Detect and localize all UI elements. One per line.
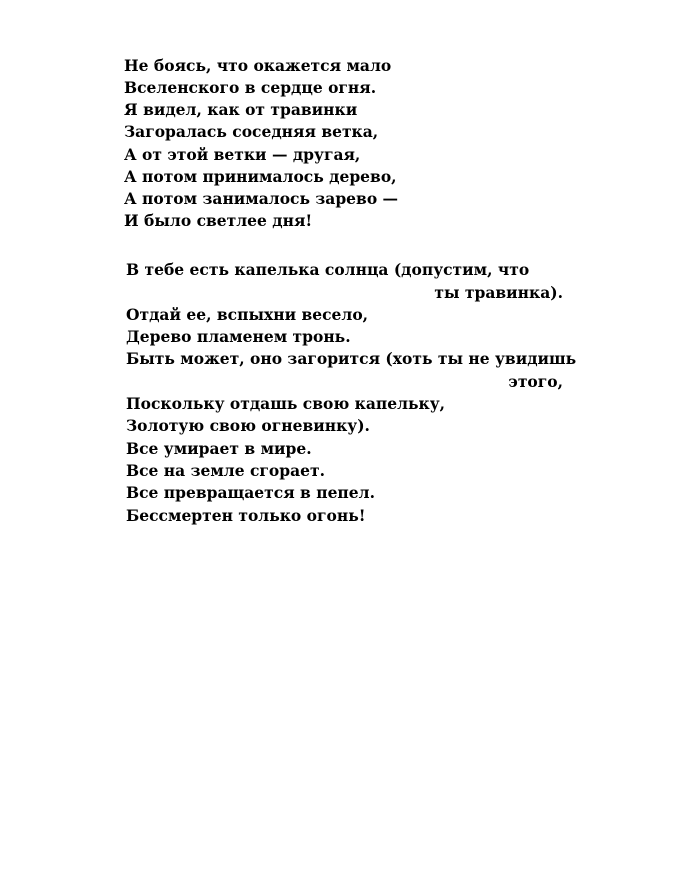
poem-line-continuation: этого, xyxy=(508,372,563,391)
poem-line: В тебе есть капелька солнца (допустим, что xyxy=(126,260,530,279)
poem-line: Вселенского в сердце огня. xyxy=(124,78,377,97)
poem-line: Отдай ее, вспыхни весело, xyxy=(126,305,369,324)
poem-line: А от этой ветки — другая, xyxy=(124,145,361,164)
poem-line: Загоралась соседняя ветка, xyxy=(124,122,379,141)
poem-line: Я видел, как от травинки xyxy=(124,100,358,119)
poem-line: А потом занималось зарево — xyxy=(124,189,399,208)
poem-line: Все на земле сгорает. xyxy=(126,461,326,480)
poem-line: Все превращается в пепел. xyxy=(126,483,375,502)
poem-line: Золотую свою огневинку). xyxy=(126,416,370,435)
poem-line: Быть может, оно загорится (хоть ты не увидишь xyxy=(126,349,577,368)
poem-line: И было светлее дня! xyxy=(124,211,313,230)
poem-line: Поскольку отдашь свою капельку, xyxy=(126,394,446,413)
poem-line: Все умирает в мире. xyxy=(126,439,312,458)
poem-line: Дерево пламенем тронь. xyxy=(126,327,351,346)
poem-line: А потом принималось дерево, xyxy=(124,167,397,186)
poem-line: Бессмертен только огонь! xyxy=(126,506,366,525)
poem-line: Не боясь, что окажется мало xyxy=(124,56,392,75)
poem-line-continuation: ты травинка). xyxy=(434,283,563,302)
